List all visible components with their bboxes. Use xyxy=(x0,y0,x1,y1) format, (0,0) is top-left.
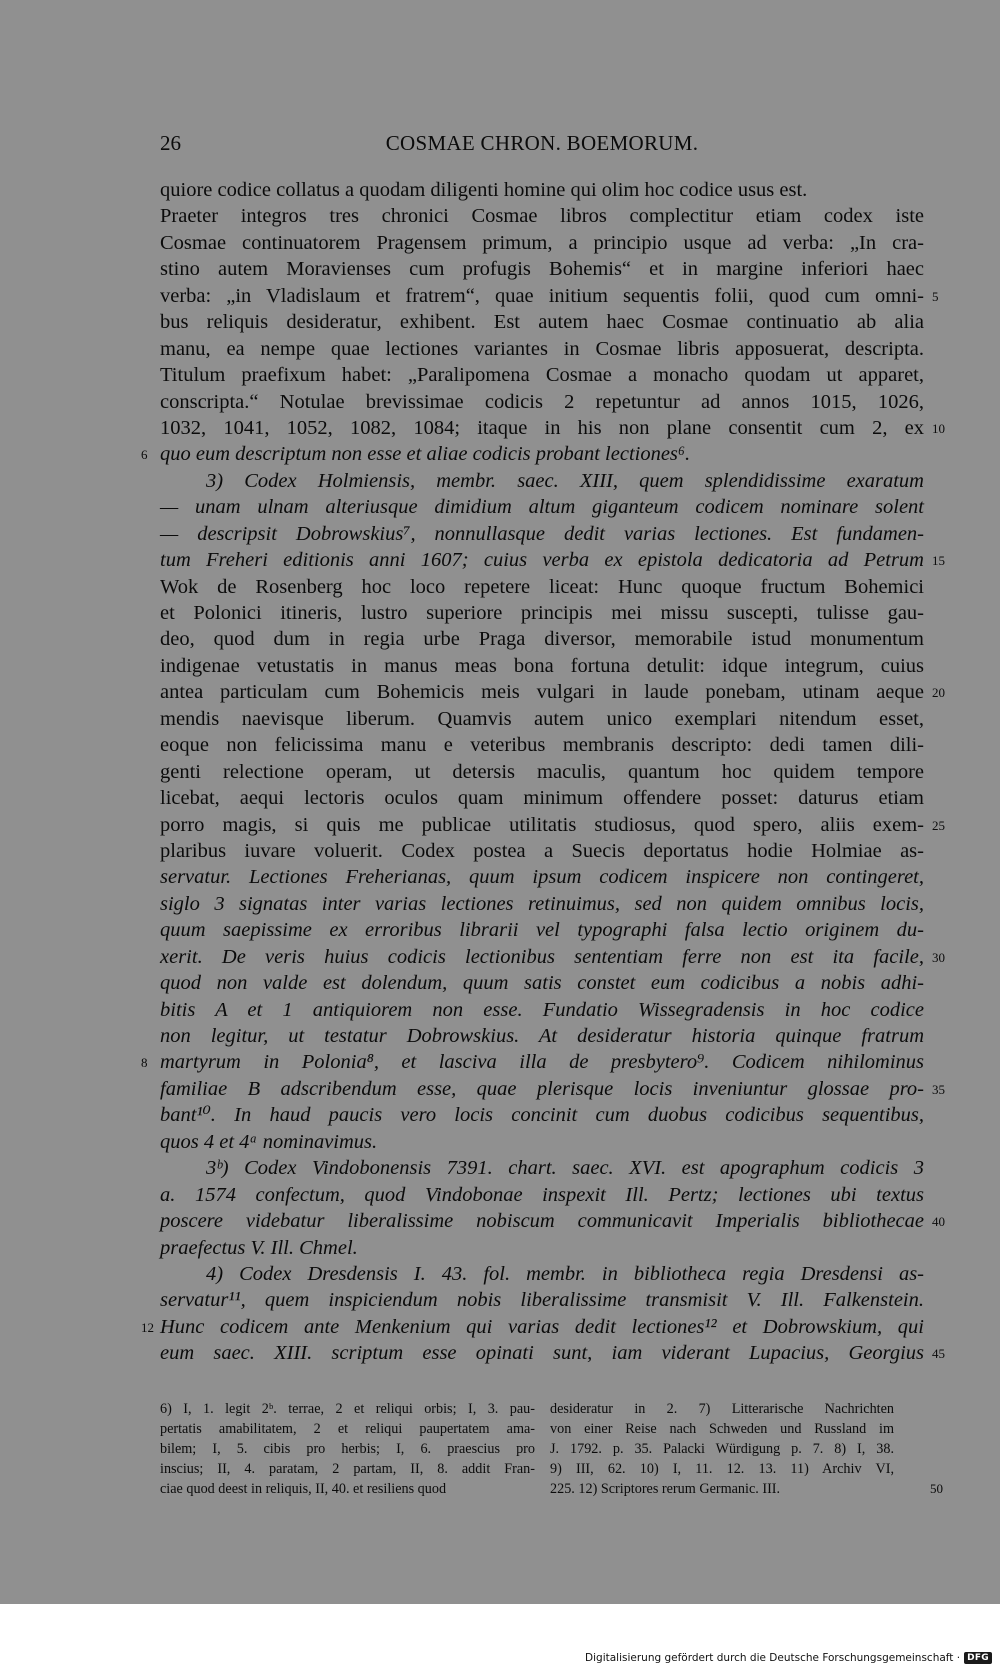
margin-footnote-marker: 8 xyxy=(141,1055,148,1071)
text-line xyxy=(160,997,924,1023)
line-text: eoque non felicissima manu e veteribus membranis descripto: dedi tamen dili- xyxy=(160,734,924,757)
line-text: quum saepissime ex erroribus librarii vel typographi falsa lectio originem du- xyxy=(160,919,924,942)
footnote-line: ciae quod deest in reliquis, II, 40. et resiliens quod xyxy=(160,1481,447,1497)
text-line xyxy=(160,653,924,679)
line-text: 3ᵇ) Codex Vindobonensis 7391. chart. saec. XVI. est apographum codicis 3 xyxy=(206,1157,924,1180)
line-text: porro magis, si quis me publicae utilitatis studiosus, quod spero, aliis exem- xyxy=(160,813,924,836)
line-text: non legitur, ut testatur Dobrowskius. At desideratur historia quinque fratrum xyxy=(160,1025,924,1047)
text-line xyxy=(160,389,924,415)
line-text: bant¹⁰. In haud paucis vero locis concinit cum duobus codicibus sequentibus, xyxy=(160,1104,924,1127)
text-line xyxy=(160,203,924,229)
line-text: a. 1574 confectum, quod Vindobonae inspexit Ill. Pertz; lectiones ubi textus xyxy=(160,1183,924,1206)
line-text: servatur. Lectiones Freherianas, quum ipsum codicem inspicere non contingeret, xyxy=(160,866,924,889)
text-line xyxy=(160,891,924,917)
text-line xyxy=(160,732,924,758)
line-text: tum Freheri editionis anni 1607; cuius verba ex epistola dedicatoria ad Petrum xyxy=(160,549,924,572)
text-line xyxy=(160,1076,945,1102)
footnote-line: bilem; I, 5. cibis pro herbis; I, 6. praescius pro xyxy=(160,1441,535,1457)
digitization-credit xyxy=(585,1649,992,1667)
text-line xyxy=(141,441,924,467)
text-line xyxy=(160,1261,924,1287)
line-text: Praeter integros tres chronici Cosmae libros complectitur etiam codex iste xyxy=(160,205,924,228)
credit-text: Digitalisierung gefördert durch die Deutsche Forschungsgemeinschaft · xyxy=(585,1652,961,1664)
line-text: genti relectione operam, ut detersis maculis, quantum hoc quidem tempore xyxy=(160,760,924,783)
line-text: 4) Codex Dresdensis I. 43. fol. membr. in bibliotheca regia Dresdensi as- xyxy=(206,1262,924,1285)
line-text: verba: „in Vladislaum et fratrem“, quae initium sequentis folii, quod cum omni- xyxy=(160,284,924,307)
line-text: quiore codice collatus a quodam diligenti homine qui olim hoc codice usus est. xyxy=(160,179,808,201)
text-line xyxy=(160,970,924,996)
text-line xyxy=(160,600,924,626)
text-line xyxy=(160,838,924,864)
text-line xyxy=(160,574,924,600)
footnotes-right-column xyxy=(550,1399,894,1499)
footnote-line: desideratur in 2. 7) Litterarische Nachrichten xyxy=(550,1401,894,1417)
footnote-line: von einer Reise nach Schweden und Russland im xyxy=(550,1421,894,1437)
line-text: Wok de Rosenberg hoc loco repetere liceat: Hunc quoque fructum Bohemici xyxy=(160,575,924,598)
text-line xyxy=(160,1129,924,1155)
line-text: bitis A et 1 antiquiorem non esse. Fundatio Wissegradensis in hoc codice xyxy=(160,998,924,1021)
footnote-line: 225. 12) Scriptores rerum Germanic. III. xyxy=(550,1481,781,1497)
line-text: poscere videbatur liberalissime nobiscum communicavit Imperialis bibliothecae xyxy=(160,1210,924,1233)
text-line xyxy=(160,336,924,362)
text-line xyxy=(141,1314,924,1340)
line-text: praefectus V. Ill. Chmel. xyxy=(160,1236,358,1259)
line-text: 1032, 1041, 1052, 1082, 1084; itaque in his non plane consentit cum 2, ex xyxy=(160,416,924,439)
line-number: 35 xyxy=(932,1081,945,1097)
line-text: siglo 3 signatas inter varias lectiones retinuimus, sed non quidem omnibus locis, xyxy=(160,892,924,915)
margin-footnote-marker: 6 xyxy=(141,447,148,463)
text-line xyxy=(160,1208,945,1234)
line-number: 25 xyxy=(932,817,945,833)
text-line xyxy=(160,944,945,970)
line-text: quos 4 et 4ᵃ nominavimus. xyxy=(160,1130,378,1153)
line-text: 3) Codex Holmiensis, membr. saec. XIII, quem splendidissime exaratum xyxy=(206,469,924,492)
footnote-line: 6) I, 1. legit 2ᵇ. terrae, 2 et reliqui orbis; I, 3. pau- xyxy=(160,1401,535,1417)
text-line xyxy=(160,1155,924,1181)
text-line xyxy=(160,283,939,309)
text-line xyxy=(160,230,924,256)
footnote-line: J. 1792. p. 35. Palacki Würdigung p. 7. 8) I, 38. xyxy=(550,1441,894,1457)
text-line xyxy=(160,626,924,652)
text-line xyxy=(160,256,924,282)
text-line xyxy=(160,1102,924,1128)
line-number: 20 xyxy=(932,685,945,701)
line-number: 15 xyxy=(932,553,945,569)
line-text: manu, ea nempe quae lectiones variantes in Cosmae libris apposuerat, descripta. xyxy=(160,337,924,360)
line-text: — descripsit Dobrowskius⁷, nonnullasque dedit varias lectiones. Est fundamen- xyxy=(160,522,924,545)
text-line xyxy=(160,1023,924,1049)
line-number: 10 xyxy=(932,420,945,436)
line-text: martyrum in Polonia⁸, et lasciva illa de presbytero⁹. Codicem nihilominus xyxy=(160,1051,924,1074)
footnotes-left-column xyxy=(160,1399,535,1499)
footnote-line: 9) III, 62. 10) I, 11. 12. 13. 11) Archiv VI, xyxy=(550,1461,894,1477)
text-line xyxy=(160,785,924,811)
line-number: 45 xyxy=(932,1346,945,1362)
line-text: eum saec. XIII. scriptum esse opinati sunt, iam viderant Lupacius, Georgius xyxy=(160,1342,924,1365)
text-line xyxy=(160,309,924,335)
line-text: servatur¹¹, quem inspiciendum nobis liberalissime transmisit V. Ill. Falkenstein. xyxy=(160,1289,924,1312)
page-header xyxy=(160,131,924,161)
line-text: licebat, aequi lectoris oculos quam minimum offendere posset: daturus etiam xyxy=(160,787,924,810)
margin-footnote-marker: 12 xyxy=(141,1319,154,1335)
text-line xyxy=(160,679,945,705)
text-line xyxy=(160,1182,924,1208)
line-number: 5 xyxy=(932,288,939,304)
main-text xyxy=(141,177,945,1367)
line-text: stino autem Moravienses cum profugis Bohemis“ et in margine inferiori haec xyxy=(160,258,924,281)
line-text: Titulum praefixum habet: „Paralipomena Cosmae a monacho quodam ut apparet, xyxy=(160,364,924,387)
text-line xyxy=(141,1049,924,1075)
text-line xyxy=(160,494,924,520)
text-line xyxy=(160,864,924,890)
text-line xyxy=(160,1340,945,1366)
line-text: familiae B adscribendum esse, quae plerisque locis inveniuntur glossae pro- xyxy=(160,1077,924,1100)
line-text: conscripta.“ Notulae brevissimae codicis 2 repetuntur ad annos 1015, 1026, xyxy=(160,390,924,413)
text-line xyxy=(160,547,945,573)
footnote-line-number: 50 xyxy=(930,1481,943,1496)
line-text: et Polonici itineris, lustro superiore principis mei missu suscepti, tulisse gau- xyxy=(160,602,924,624)
line-text: antea particulam cum Bohemicis meis vulgari in laude ponebam, utinam aeque xyxy=(160,681,924,704)
line-text: quod non valde est dolendum, quum satis constet eum codicibus a nobis adhi- xyxy=(160,972,924,995)
text-line xyxy=(160,177,924,203)
text-line xyxy=(160,1235,924,1261)
text-line xyxy=(160,521,924,547)
text-line xyxy=(160,468,924,494)
line-text: deo, quod dum in regia urbe Praga diversor, memorabile istud monumentum xyxy=(160,628,924,651)
line-text: — unam ulnam alteriusque dimidium altum giganteum codicem nominare solent xyxy=(160,496,924,519)
text-line xyxy=(160,917,924,943)
line-text: bus reliquis desideratur, exhibent. Est autem haec Cosmae continuatio ab alia xyxy=(160,311,924,334)
footnote-line: inscius; II, 4. paratam, 2 partam, II, 8. addit Fran- xyxy=(160,1461,535,1477)
line-number: 30 xyxy=(932,949,945,965)
line-text: Hunc codicem ante Menkenium qui varias dedit lectiones¹² et Dobrowskium, qui xyxy=(160,1315,924,1338)
running-title: COSMAE CHRON. BOEMORUM. xyxy=(385,131,699,155)
text-line xyxy=(160,415,945,441)
footnote-line: pertatis amabilitatem, 2 et reliqui paupertatem ama- xyxy=(160,1421,535,1437)
text-line xyxy=(160,812,945,838)
line-text: Cosmae continuatorem Pragensem primum, a principio usque ad verba: „In cra- xyxy=(160,231,924,254)
line-text: plaribus iuvare voluerit. Codex postea a Suecis deportatus hodie Holmiae as- xyxy=(160,839,924,862)
line-number: 40 xyxy=(932,1214,945,1230)
text-line xyxy=(160,362,924,388)
page-number: 26 xyxy=(160,131,181,155)
line-text: indigenae vetustatis in manus meas bona fortuna detulit: idque integrum, cuius xyxy=(160,654,924,677)
line-text: mendis naevisque liberum. Quamvis autem unico exemplari nitendum esset, xyxy=(160,707,924,730)
text-line xyxy=(160,706,924,732)
line-text: quo eum descriptum non esse et aliae codicis probant lectiones⁶. xyxy=(160,443,691,466)
dfg-logo: DFG xyxy=(964,1652,992,1664)
text-line xyxy=(160,1287,924,1313)
line-text: xerit. De veris huius codicis lectionibus sententiam ferre non est ita facile, xyxy=(160,945,924,968)
text-line xyxy=(160,759,924,785)
